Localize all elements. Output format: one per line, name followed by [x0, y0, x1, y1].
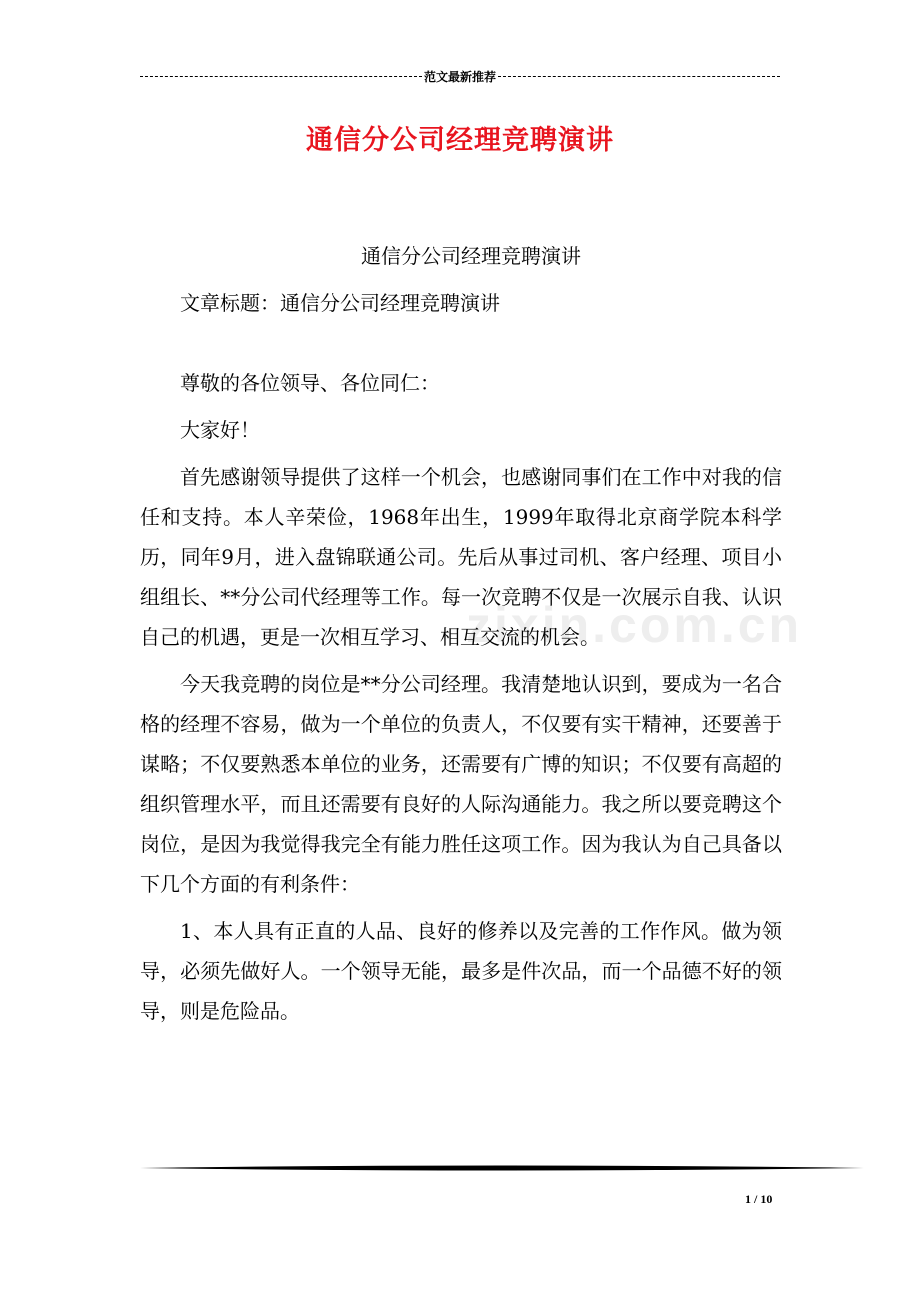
paragraph-2: 今天我竞聘的岗位是**分公司经理。我清楚地认识到，要成为一名合格的经理不容易，做为一个单位的负责人，不仅要有实干精神，还要善于谋略；不仅要熟悉本单位的业务，还需要有广博的知识；不仅要有高超的组织管理水平，而且还需要有良好的人际沟通能力。我之所以要竞聘这个岗位，是因为我觉得我完全有能力胜任这项工作。因为我认为自己具备以下几个方面的有利条件：	[140, 672, 782, 896]
document-body	[140, 236, 782, 1031]
watermark: zixin.com.cn	[466, 597, 803, 653]
body-subtitle: 通信分公司经理竞聘演讲	[361, 244, 581, 268]
paragraph-1: 首先感谢领导提供了这样一个机会，也感谢同事们在工作中对我的信任和支持。本人辛荣俭，1968年出生，1999年取得北京商学院本科学历，同年9月，进入盘锦联通公司。先后从事过司机、客户经理、项目小组组长、**分公司代经理等工作。每一次竞聘不仅是一次展示自我、认识自己的机遇，更是一次相互学习、相互交流的机会。	[140, 465, 782, 649]
header-dash-right	[498, 76, 780, 77]
document-title: 通信分公司经理竞聘演讲	[306, 125, 614, 156]
article-title-line: 文章标题：通信分公司经理竞聘演讲	[180, 291, 500, 315]
greeting: 尊敬的各位领导、各位同仁：	[180, 371, 440, 395]
hello-line: 大家好！	[180, 418, 260, 442]
header-dash-left	[140, 76, 422, 77]
paragraph-3: 1、本人具有正直的人品、良好的修养以及完善的工作作风。做为领导，必须先做好人。一个领导无能，最多是件次品，而一个品德不好的领导，则是危险品。	[140, 919, 782, 1023]
page-header	[140, 68, 780, 85]
page-number: 1 / 10	[745, 1192, 773, 1206]
header-label: 范文最新推荐	[424, 70, 497, 84]
footer-rule	[140, 1165, 864, 1171]
